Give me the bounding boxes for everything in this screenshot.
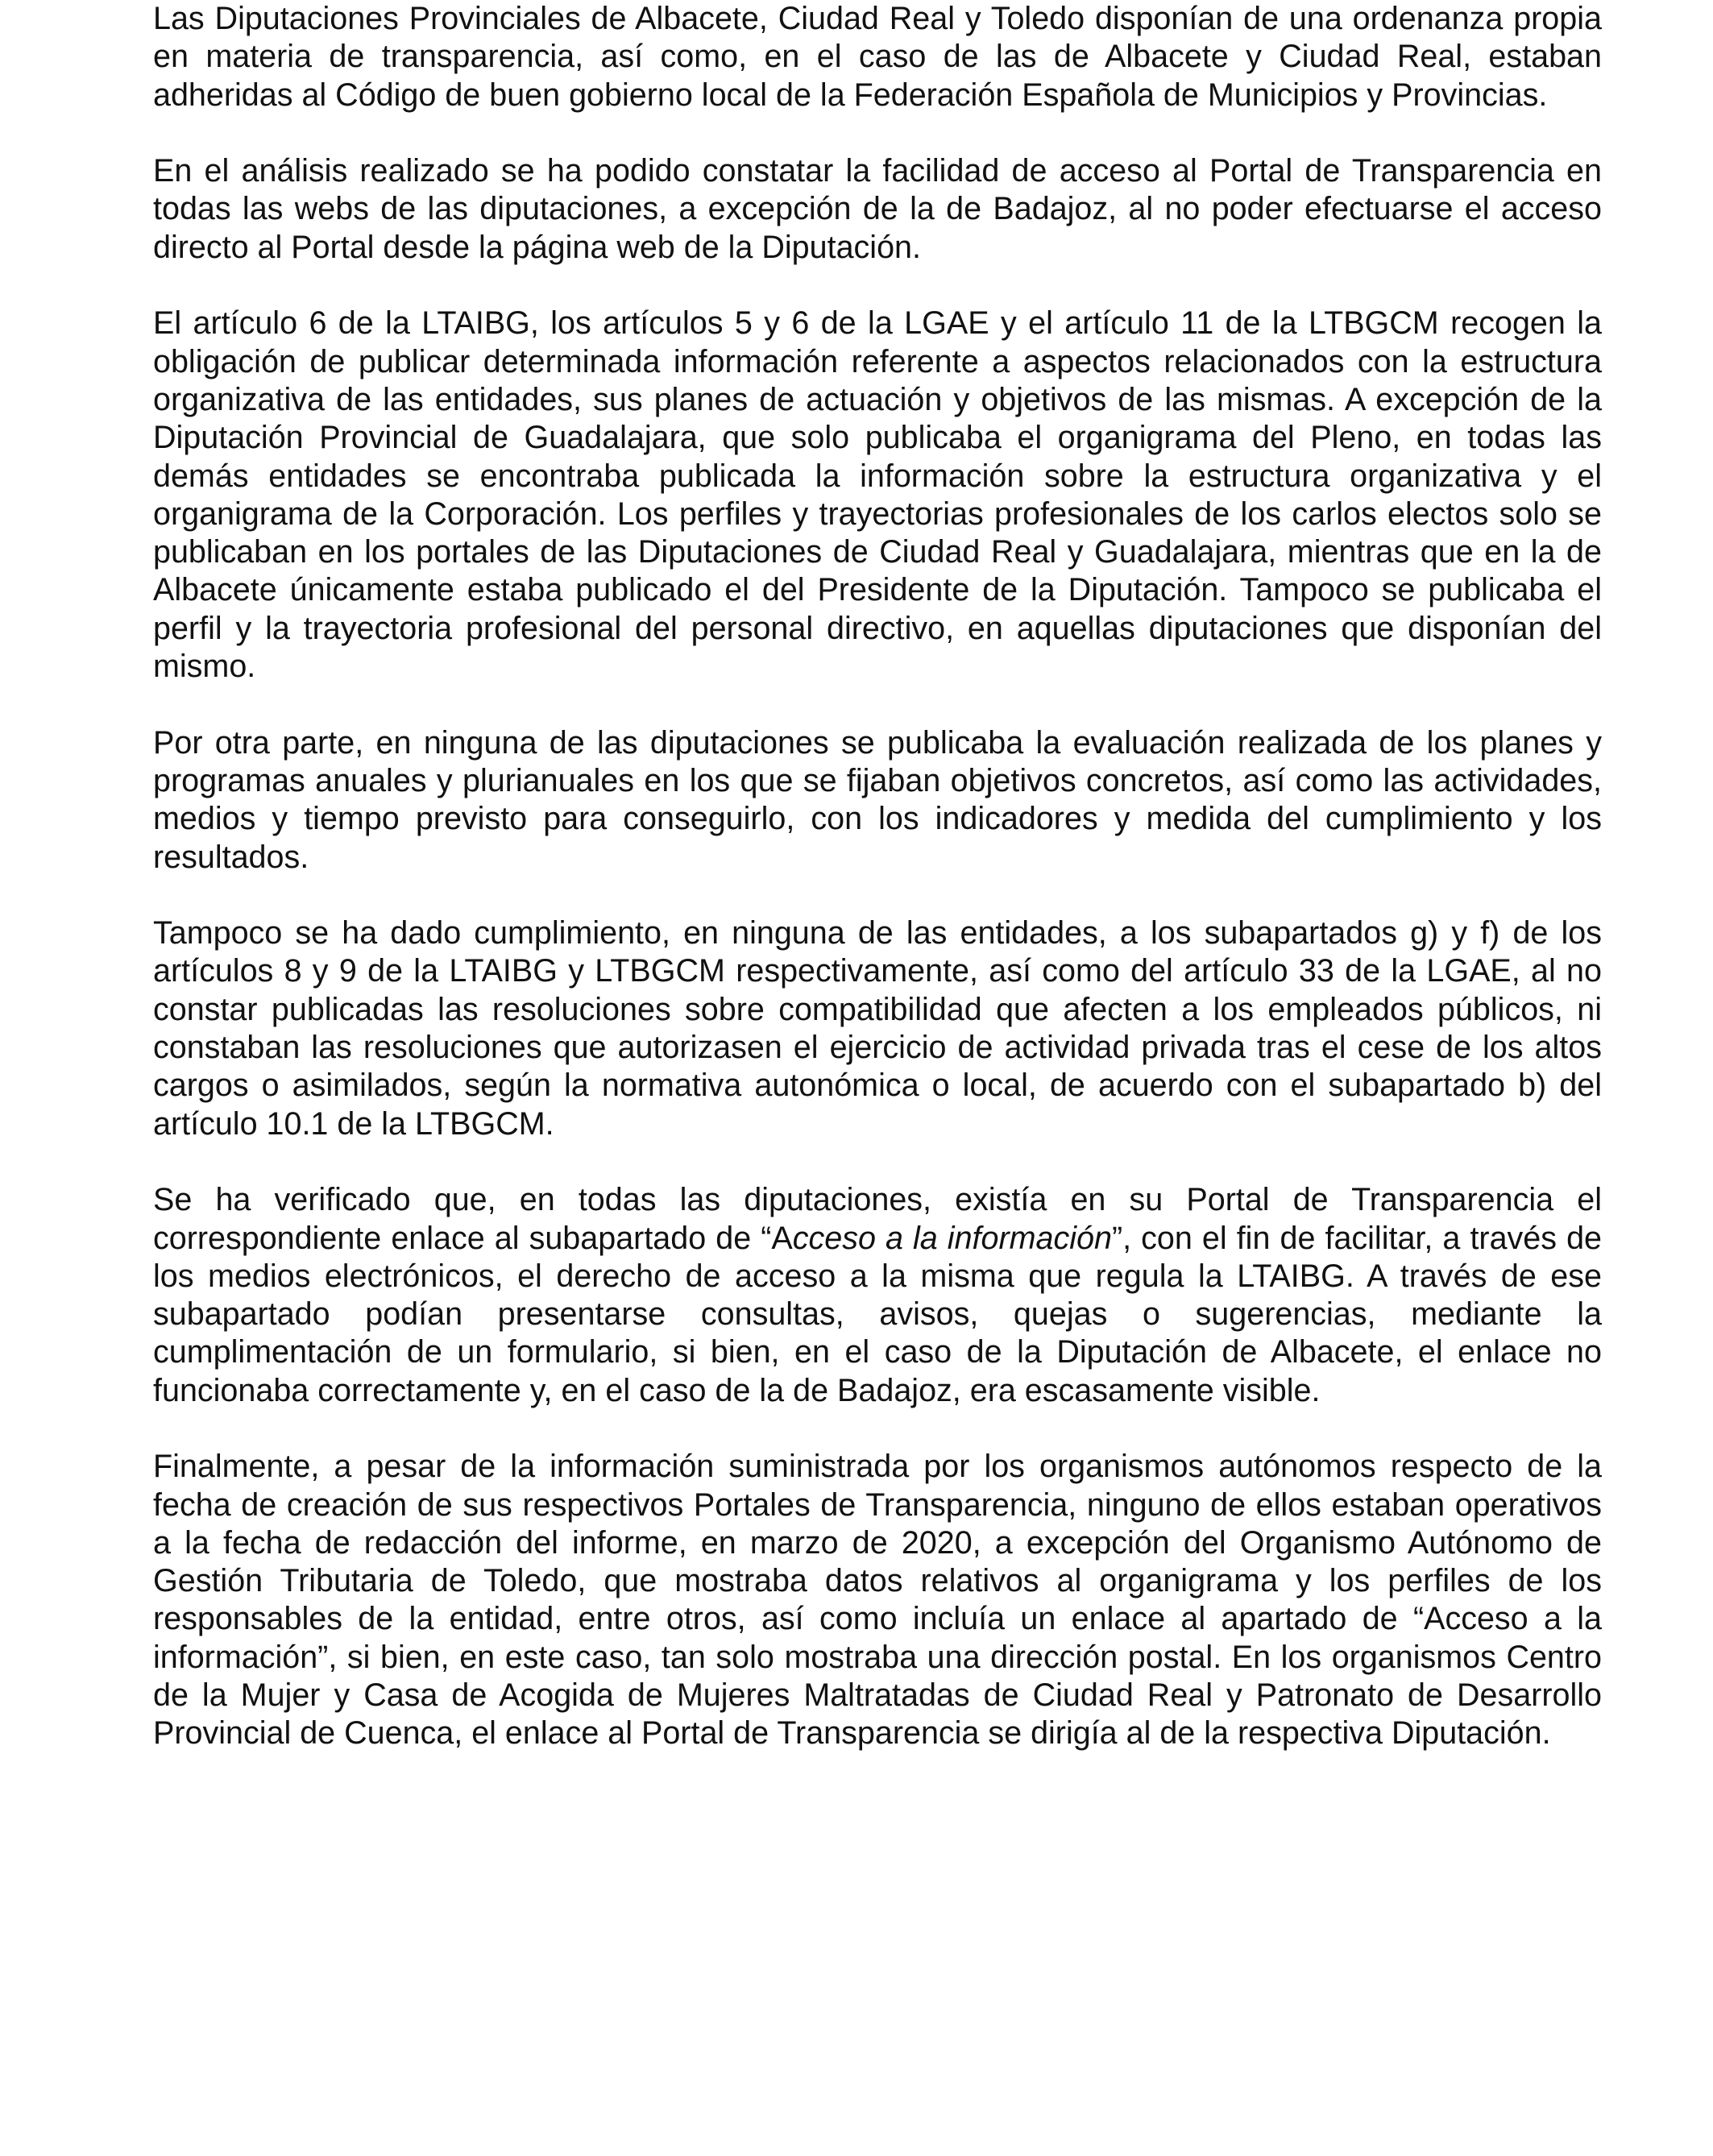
paragraph-ordenanzas: Las Diputaciones Provinciales de Albacete, Ciudad Real y Toledo disponían de una ordenanza propia en materia de transparencia, así como, en el caso de las de Albacete y Ciudad Real, estaban adheridas al Código de buen gobierno local de la Federación Española de Municipios y Provincias. — [153, 1, 1602, 113]
paragraph-acceso-informacion-end: ”, con el fin de facilitar, a través de los medios electrónicos, el derecho de acceso a la misma que regula la LTAIBG. A través de ese subapartado podían presentarse consultas, avisos, quejas o sugerencias, mediante la cumplimentación de un formulario, si bien, en el caso de la Diputación de Albacete, el enlace no funcionaba correctamente y, en el caso de la de Badajoz, era escasamente visible. — [153, 1220, 1603, 1408]
paragraph-estructura-organizativa: El artículo 6 de la LTAIBG, los artículos 5 y 6 de la LGAE y el artículo 11 de la LTBGCM recogen la obligación de publicar determinada información referente a aspectos relacionados con la estructura organizativa de las entidades, sus planes de actuación y objetivos de las mismas. A excepción de la Diputación Provincial de Guadalajara, que solo publicaba el organigrama del Pleno, en todas las demás entidades se encontraba publicada la información sobre la estructura organizativa y el organigrama de la Corporación. Los perfiles y trayectorias profesionales de los carlos electos solo se publicaban en los portales de las Diputaciones de Ciudad Real y Guadalajara, mientras que en la de Albacete únicamente estaba publicado el del Presidente de la Diputación. Tampoco se publicaba el perfil y la trayectoria profesional del personal directivo, en aquellas diputaciones que disponían del mismo. — [153, 305, 1602, 685]
document-page — [153, 0, 1602, 2156]
paragraph-evaluacion-planes: Por otra parte, en ninguna de las diputaciones se publicaba la evaluación realizada de los planes y programas anuales y plurianuales en los que se fijaban objetivos concretos, así como las actividades, medios y tiempo previsto para conseguirlo, con los indicadores y medida del cumplimiento y los resultados. — [153, 724, 1602, 875]
paragraph-acceso-informacion — [153, 1181, 1602, 1410]
paragraph-organismos-autonomos: Finalmente, a pesar de la información suministrada por los organismos autónomos respecto de la fecha de creación de sus respectivos Portales de Transparencia, ninguno de ellos estaban operativos a la fecha de redacción del informe, en marzo de 2020, a excepción del Organismo Autónomo de Gestión Tributaria de Toledo, que mostraba datos relativos al organigrama y los perfiles de los responsables de la entidad, entre otros, así como incluía un enlace al apartado de “Acceso a la información”, si bien, en este caso, tan solo mostraba una dirección postal. En los organismos Centro de la Mujer y Casa de Acogida de Mujeres Maltratadas de Ciudad Real y Patronato de Desarrollo Provincial de Cuenca, el enlace al Portal de Transparencia se dirigía al de la respectiva Diputación. — [153, 1449, 1602, 1752]
paragraph-compatibilidad: Tampoco se ha dado cumplimiento, en ninguna de las entidades, a los subapartados g) y f) de los artículos 8 y 9 de la LTAIBG y LTBGCM respectivamente, así como del artículo 33 de la LGAE, al no constar publicadas las resoluciones sobre compatibilidad que afecten a los empleados públicos, ni constaban las resoluciones que autorizasen el ejercicio de actividad privada tras el cese de los altos cargos o asimilados, según la normativa autonómica o local, de acuerdo con el subapartado b) del artículo 10.1 de la LTBGCM. — [153, 915, 1602, 1142]
paragraph-acceso-portal: En el análisis realizado se ha podido constatar la facilidad de acceso al Portal de Transparencia en todas las webs de las diputaciones, a excepción de la de Badajoz, al no poder efectuarse el acceso directo al Portal desde la página web de la Diputación. — [153, 153, 1602, 265]
paragraph-acceso-informacion-start: Se ha verificado que, en todas las diputaciones, existía en su Portal de Transparencia el correspondiente enlace al subapartado de “A — [153, 1182, 1602, 1256]
paragraph-acceso-informacion-italic: cceso a la información — [792, 1220, 1112, 1256]
